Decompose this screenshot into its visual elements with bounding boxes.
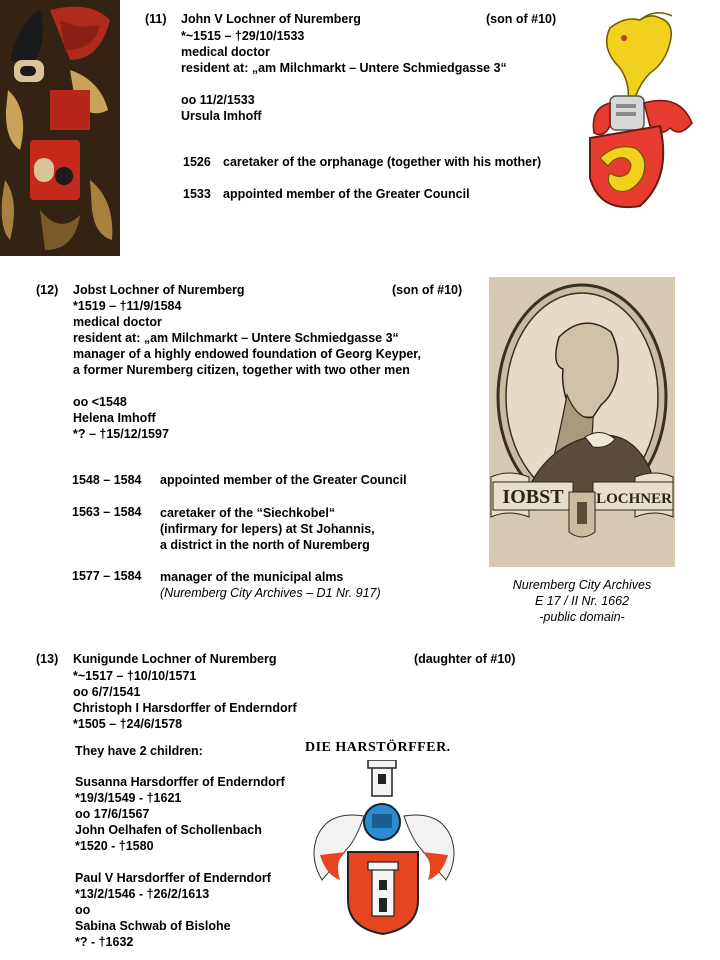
entry-text: appointed member of the Greater Council	[160, 473, 407, 487]
marriage-block	[181, 92, 262, 124]
child-spouse: John Oelhafen of Schollenbach	[75, 823, 262, 837]
person-name: Jobst Lochner of Nuremberg	[73, 283, 245, 297]
caption-reference: E 17 / II Nr. 1662	[534, 594, 630, 608]
entry-number: (13)	[36, 652, 59, 666]
harsdorffer-arms-title: DIE HARSTÖRFFER.	[305, 740, 451, 755]
residence: resident at: „am Milchmarkt – Untere Schmiedgasse 3“	[181, 61, 507, 75]
spouse-dates: *1505 – †24/6/1578	[73, 717, 183, 731]
person-details	[73, 668, 297, 732]
child-entry	[75, 870, 271, 950]
portrait-label-right: LOCHNER	[596, 491, 672, 507]
entry-text: manager of the municipal alms	[160, 570, 344, 584]
relation-label: (son of #10)	[486, 12, 557, 26]
caption-archive: Nuremberg City Archives	[512, 578, 652, 592]
foundation-role: manager of a highly endowed foundation of Georg Keyper,	[73, 347, 421, 361]
entry-text: caretaker of the “Siechkobel“	[160, 506, 336, 520]
entry-text: a district in the north of Nuremberg	[160, 538, 370, 552]
entry-year: 1577 – 1584	[72, 569, 142, 583]
jobst-lochner-portrait	[489, 277, 675, 567]
relation-label: (daughter of #10)	[414, 652, 516, 666]
portrait-engraving	[489, 277, 675, 567]
child-dates: *13/2/1546 - †26/2/1613	[75, 887, 210, 901]
entry-number: (11)	[145, 12, 167, 26]
marriage-date: oo 6/7/1541	[73, 685, 141, 699]
caption-license: -public domain-	[539, 610, 625, 624]
child-marriage: oo	[75, 903, 91, 917]
child-marriage: oo 17/6/1567	[75, 807, 150, 821]
timeline-entry	[72, 569, 381, 601]
child-spouse-dates: *1520 - †1580	[75, 839, 154, 853]
person-name: John V Lochner of Nuremberg	[181, 12, 361, 26]
archive-reference: (Nuremberg City Archives – D1 Nr. 917)	[160, 586, 381, 600]
timeline-entry	[72, 473, 407, 487]
painted-coat-of-arms-image	[0, 0, 120, 256]
person-details	[73, 298, 421, 378]
child-entry	[75, 774, 285, 854]
spouse-name: Christoph I Harsdorffer of Enderndorf	[73, 701, 297, 715]
person-details	[181, 28, 507, 76]
harsdorffer-coat-of-arms-image	[306, 760, 462, 936]
spouse-dates: *? – †15/12/1597	[73, 427, 169, 441]
entry-year: 1548 – 1584	[72, 473, 142, 487]
life-dates: *~1517 – †10/10/1571	[73, 669, 197, 683]
entry-year: 1526	[183, 155, 211, 169]
children-heading: They have 2 children:	[75, 744, 203, 758]
foundation-role-cont: a former Nuremberg citizen, together with two other men	[73, 363, 410, 377]
person-name: Kunigunde Lochner of Nuremberg	[73, 652, 277, 666]
life-dates: *~1515 – †29/10/1533	[181, 29, 305, 43]
entry-number: (12)	[36, 283, 59, 297]
entry-text: (infirmary for lepers) at St Johannis,	[160, 522, 375, 536]
timeline-entry	[72, 505, 375, 553]
residence: resident at: „am Milchmarkt – Untere Schmiedgasse 3“	[73, 331, 399, 345]
entry-text: caretaker of the orphanage (together with his mother)	[223, 155, 542, 169]
child-dates: *19/3/1549 - †1621	[75, 791, 182, 805]
life-dates: *1519 – †11/9/1584	[73, 299, 182, 313]
entry-year: 1563 – 1584	[72, 505, 142, 519]
spouse-name: Helena Imhoff	[73, 411, 156, 425]
child-name: Susanna Harsdorffer of Enderndorf	[75, 775, 285, 789]
timeline-entry	[183, 187, 470, 201]
lochner-coat-of-arms-image	[580, 8, 700, 213]
marriage-date: oo 11/2/1533	[181, 93, 255, 107]
child-spouse-dates: *? - †1632	[75, 935, 134, 949]
entry-year: 1533	[183, 187, 211, 201]
profession: medical doctor	[181, 45, 270, 59]
timeline-entry	[183, 155, 541, 169]
relation-label: (son of #10)	[392, 283, 463, 297]
portrait-caption	[489, 577, 675, 625]
child-name: Paul V Harsdorffer of Enderndorf	[75, 871, 271, 885]
profession: medical doctor	[73, 315, 162, 329]
marriage-block	[73, 394, 169, 442]
child-spouse: Sabina Schwab of Bislohe	[75, 919, 231, 933]
portrait-label-left: IOBST	[502, 486, 564, 508]
entry-text: appointed member of the Greater Council	[223, 187, 470, 201]
spouse-name: Ursula Imhoff	[181, 109, 262, 123]
marriage-date: oo <1548	[73, 395, 127, 409]
